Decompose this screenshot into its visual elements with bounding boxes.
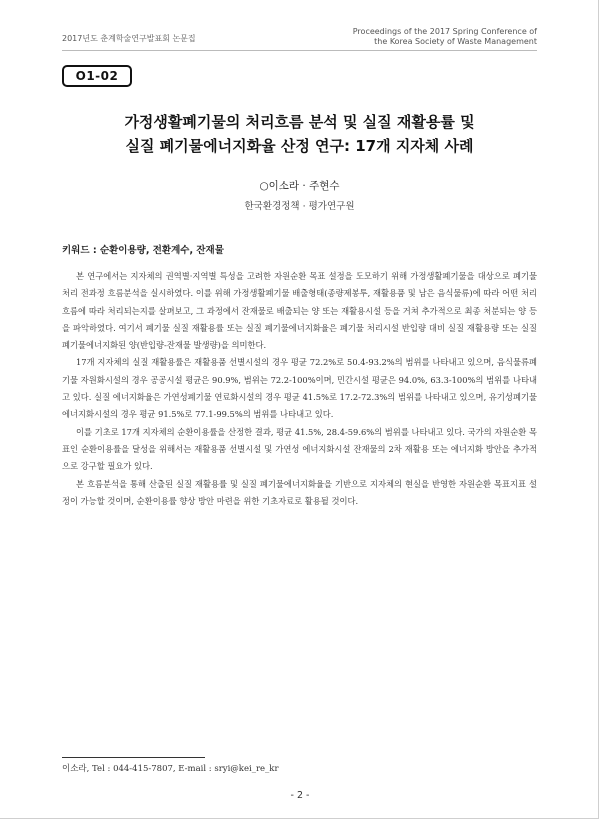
abstract-body — [62, 268, 537, 510]
paper-title-line2: 실질 폐기물에너지화율 산정 연구: 17개 지자체 사례 — [125, 137, 474, 155]
affiliation: 한국환경정책 · 평가연구원 — [244, 201, 355, 212]
paragraph-3: 이를 기초로 17개 지자체의 순환이용률을 산정한 결과, 평균 41.5%, 28.4-59.6%의 범위를 나타내고 있다. 국가의 자원순환 목표인 순환이용률을 달성을 위해서는 재활용품 선별시설 및 가연성 에너지화시설 잔재물의 2차 재활용 또는 에너지화 방안을 추가적으로 강구할 필요가 있다. — [62, 426, 537, 472]
authors: ○이소라 · 주현수 — [259, 180, 340, 192]
footnote-divider — [62, 757, 205, 758]
paper-title-line1: 가정생활폐기물의 처리흐름 분석 및 실질 재활용률 및 — [124, 113, 475, 131]
header-divider — [62, 50, 537, 51]
keywords: 키워드 : 순환이용량, 전환계수, 잔재물 — [62, 245, 224, 256]
paragraph-4: 본 흐름분석을 통해 산출된 실질 재활용률 및 실질 폐기물에너지화율을 기반으로 지자체의 현실을 반영한 자원순환 목표지표 설정이 가능할 것이며, 순환이용률 향상 방안 마련을 위한 기초자료로 활용될 것이다. — [62, 478, 537, 506]
paper-title — [62, 110, 537, 158]
paper-code-badge: O1-02 — [62, 65, 132, 87]
footnote-contact: 이소라, Tel : 044-415-7807, E-mail : sryi@kei_re_kr — [62, 764, 279, 774]
page-number: - 2 - — [290, 790, 310, 801]
running-header-right — [353, 27, 537, 47]
running-header-left: 2017년도 춘계학술연구발표회 논문집 — [62, 34, 196, 43]
running-header-right-line2: the Korea Society of Waste Management — [374, 37, 537, 46]
running-header-right-line1: Proceedings of the 2017 Spring Conference of — [352, 27, 537, 36]
paragraph-2: 17개 지자체의 실질 재활용률은 재활용품 선별시설의 경우 평균 72.2%로 50.4-93.2%의 범위를 나타내고 있으며, 음식물류폐기물 자원화시설의 경우 공공시설 평균은 90.9%, 범위는 72.2-100%이며, 민간시설 평균은 94.0%, 63.3-100%의 범위를 나타내고 있다. 실질 에너지화율은 가연성폐기물 연료화시설의 경우 평균 41.5%로 17.2-72.3%의 범위를 나타내고 있으며, 유기성폐기물 에너지화시설의 경우 평균 91.5%로 77.1-99.5%의 범위를 나타내고 있다. — [62, 357, 537, 420]
paragraph-1: 본 연구에서는 지자체의 권역별·지역별 특성을 고려한 자원순환 목표 설정을 도모하기 위해 가정생활폐기물을 대상으로 폐기물 처리 전과정 흐름분석을 실시하였다. 이를 위해 가정생활폐기물 배출형태(종량제봉투, 재활용품 및 남은 음식물류)에 따라 어떤 처리흐름에 따라 처리되는지를 살펴보고, 그 과정에서 잔재물로 배출되는 양 또는 재활용시설 등을 거쳐 추가적으로 최종 처분되는 양 등을 파악하였다. 여기서 폐기물 실질 재활용률 또는 실질 폐기물에너지화율은 폐기물 처리시설 반입량 대비 실질 재활용량 또는 실질 폐기물에너지화된 양(반입량-잔재물 발생량)을 의미한다. — [62, 271, 537, 351]
